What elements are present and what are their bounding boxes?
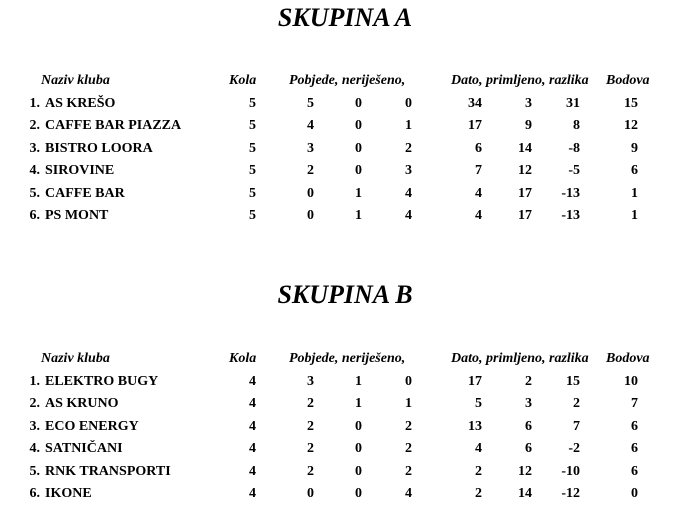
cell-draws: 1 xyxy=(355,208,362,223)
cell-wins: 4 xyxy=(307,118,314,134)
cell-goals-against: 3 xyxy=(525,396,532,412)
table-row xyxy=(0,93,690,115)
cell-draws: 0 xyxy=(355,418,362,434)
cell-points: 6 xyxy=(631,418,638,434)
cell-wins: 2 xyxy=(307,441,314,457)
cell-goal-difference: -10 xyxy=(561,463,580,479)
cell-goals-against: 17 xyxy=(518,208,532,223)
cell-position: 4. xyxy=(29,163,40,179)
cell-goals-against: 6 xyxy=(525,441,532,457)
cell-goals-for: 4 xyxy=(475,185,482,201)
cell-position: 6. xyxy=(29,486,40,501)
cell-position: 2. xyxy=(29,396,40,412)
cell-goals-against: 12 xyxy=(518,463,532,479)
cell-club: ECO ENERGY xyxy=(45,418,139,434)
cell-played: 4 xyxy=(249,463,256,479)
cell-goals-against: 3 xyxy=(525,96,532,111)
cell-goals-for: 2 xyxy=(475,463,482,479)
cell-club: ELEKTRO BUGY xyxy=(45,374,159,389)
table-row xyxy=(0,461,690,483)
cell-draws: 0 xyxy=(355,486,362,501)
cell-losses: 1 xyxy=(405,396,412,412)
header-wdl: Pobjede, neriješeno, xyxy=(289,73,406,88)
cell-wins: 0 xyxy=(307,208,314,223)
cell-wins: 0 xyxy=(307,185,314,201)
cell-goals-against: 14 xyxy=(518,140,532,156)
cell-goal-difference: -8 xyxy=(568,140,580,156)
cell-points: 6 xyxy=(631,163,638,179)
cell-goals-for: 34 xyxy=(468,96,482,111)
header-played: Kola xyxy=(229,351,257,366)
cell-played: 5 xyxy=(249,118,256,134)
cell-losses: 2 xyxy=(405,463,412,479)
cell-points: 10 xyxy=(624,374,638,389)
cell-club: AS KREŠO xyxy=(45,96,116,111)
header-goals: Dato, primljeno, razlika xyxy=(451,73,589,88)
cell-wins: 2 xyxy=(307,418,314,434)
cell-losses: 4 xyxy=(405,208,412,223)
cell-position: 5. xyxy=(29,463,40,479)
cell-losses: 2 xyxy=(405,441,412,457)
cell-club: IKONE xyxy=(45,486,92,501)
table-row xyxy=(0,115,690,137)
cell-goal-difference: -12 xyxy=(561,486,580,501)
cell-losses: 0 xyxy=(405,374,412,389)
cell-goals-for: 4 xyxy=(475,441,482,457)
cell-draws: 0 xyxy=(355,140,362,156)
header-club: Naziv kluba xyxy=(41,73,110,88)
table-row xyxy=(0,483,690,505)
cell-position: 4. xyxy=(29,441,40,457)
table-row xyxy=(0,183,690,205)
cell-losses: 1 xyxy=(405,118,412,134)
cell-position: 5. xyxy=(29,185,40,201)
cell-goals-for: 7 xyxy=(475,163,482,179)
cell-goal-difference: 8 xyxy=(573,118,580,134)
cell-points: 1 xyxy=(631,208,638,223)
group-title: SKUPINA A xyxy=(277,3,413,32)
cell-points: 9 xyxy=(631,140,638,156)
cell-goals-against: 12 xyxy=(518,163,532,179)
cell-draws: 0 xyxy=(355,163,362,179)
cell-played: 4 xyxy=(249,486,256,501)
cell-draws: 1 xyxy=(355,396,362,412)
cell-goals-against: 9 xyxy=(525,118,532,134)
cell-goals-for: 17 xyxy=(468,118,482,134)
cell-goals-for: 4 xyxy=(475,208,482,223)
table-row xyxy=(0,416,690,438)
cell-goals-against: 17 xyxy=(518,185,532,201)
cell-played: 5 xyxy=(249,96,256,111)
cell-position: 3. xyxy=(29,140,40,156)
cell-points: 0 xyxy=(631,486,638,501)
cell-draws: 0 xyxy=(355,118,362,134)
cell-points: 6 xyxy=(631,463,638,479)
table-header xyxy=(0,348,690,370)
cell-losses: 4 xyxy=(405,486,412,501)
cell-club: AS KRUNO xyxy=(45,396,119,412)
cell-losses: 4 xyxy=(405,185,412,201)
cell-goals-for: 6 xyxy=(475,140,482,156)
group-title: SKUPINA B xyxy=(277,280,413,309)
cell-played: 5 xyxy=(249,208,256,223)
cell-club: CAFFE BAR xyxy=(45,185,125,201)
cell-position: 1. xyxy=(29,96,40,111)
cell-losses: 0 xyxy=(405,96,412,111)
header-goals: Dato, primljeno, razlika xyxy=(451,351,589,366)
cell-wins: 3 xyxy=(307,140,314,156)
table-header xyxy=(0,70,690,92)
cell-played: 5 xyxy=(249,163,256,179)
cell-club: CAFFE BAR PIAZZA xyxy=(45,118,182,134)
cell-played: 5 xyxy=(249,185,256,201)
cell-draws: 1 xyxy=(355,374,362,389)
cell-goals-for: 5 xyxy=(475,396,482,412)
cell-goal-difference: 2 xyxy=(573,396,580,412)
header-points: Bodova xyxy=(606,351,650,366)
cell-played: 4 xyxy=(249,418,256,434)
cell-points: 1 xyxy=(631,185,638,201)
cell-goal-difference: -13 xyxy=(561,208,580,223)
cell-goal-difference: -5 xyxy=(568,163,580,179)
cell-goals-against: 14 xyxy=(518,486,532,501)
table-row xyxy=(0,138,690,160)
header-points: Bodova xyxy=(606,73,650,88)
table-row xyxy=(0,160,690,182)
header-played: Kola xyxy=(229,73,257,88)
cell-played: 4 xyxy=(249,396,256,412)
cell-goals-for: 17 xyxy=(468,374,482,389)
table-row xyxy=(0,371,690,393)
cell-club: PS MONT xyxy=(45,208,109,223)
table-row xyxy=(0,438,690,460)
table-row xyxy=(0,205,690,227)
header-club: Naziv kluba xyxy=(41,351,110,366)
cell-goals-for: 13 xyxy=(468,418,482,434)
cell-goal-difference: 7 xyxy=(573,418,580,434)
cell-wins: 3 xyxy=(307,374,314,389)
cell-wins: 0 xyxy=(307,486,314,501)
cell-draws: 0 xyxy=(355,441,362,457)
cell-goals-for: 2 xyxy=(475,486,482,501)
cell-losses: 2 xyxy=(405,418,412,434)
cell-position: 1. xyxy=(29,374,40,389)
cell-played: 5 xyxy=(249,140,256,156)
cell-club: SIROVINE xyxy=(45,163,115,179)
cell-goals-against: 6 xyxy=(525,418,532,434)
cell-club: SATNIČANI xyxy=(45,441,123,457)
cell-goal-difference: 31 xyxy=(566,96,580,111)
cell-points: 12 xyxy=(624,118,638,134)
cell-points: 7 xyxy=(631,396,638,412)
cell-goal-difference: -13 xyxy=(561,185,580,201)
cell-draws: 1 xyxy=(355,185,362,201)
header-wdl: Pobjede, neriješeno, xyxy=(289,351,406,366)
cell-draws: 0 xyxy=(355,96,362,111)
cell-losses: 3 xyxy=(405,163,412,179)
cell-position: 3. xyxy=(29,418,40,434)
cell-points: 6 xyxy=(631,441,638,457)
cell-position: 2. xyxy=(29,118,40,134)
table-row xyxy=(0,393,690,415)
cell-goal-difference: 15 xyxy=(566,374,580,389)
cell-club: RNK TRANSPORTI xyxy=(45,463,171,479)
cell-wins: 2 xyxy=(307,463,314,479)
cell-position: 6. xyxy=(29,208,40,223)
cell-club: BISTRO LOORA xyxy=(45,140,153,156)
cell-wins: 2 xyxy=(307,163,314,179)
cell-draws: 0 xyxy=(355,463,362,479)
cell-played: 4 xyxy=(249,374,256,389)
cell-wins: 2 xyxy=(307,396,314,412)
cell-goals-against: 2 xyxy=(525,374,532,389)
cell-wins: 5 xyxy=(307,96,314,111)
cell-points: 15 xyxy=(624,96,638,111)
cell-losses: 2 xyxy=(405,140,412,156)
cell-goal-difference: -2 xyxy=(568,441,580,457)
cell-played: 4 xyxy=(249,441,256,457)
